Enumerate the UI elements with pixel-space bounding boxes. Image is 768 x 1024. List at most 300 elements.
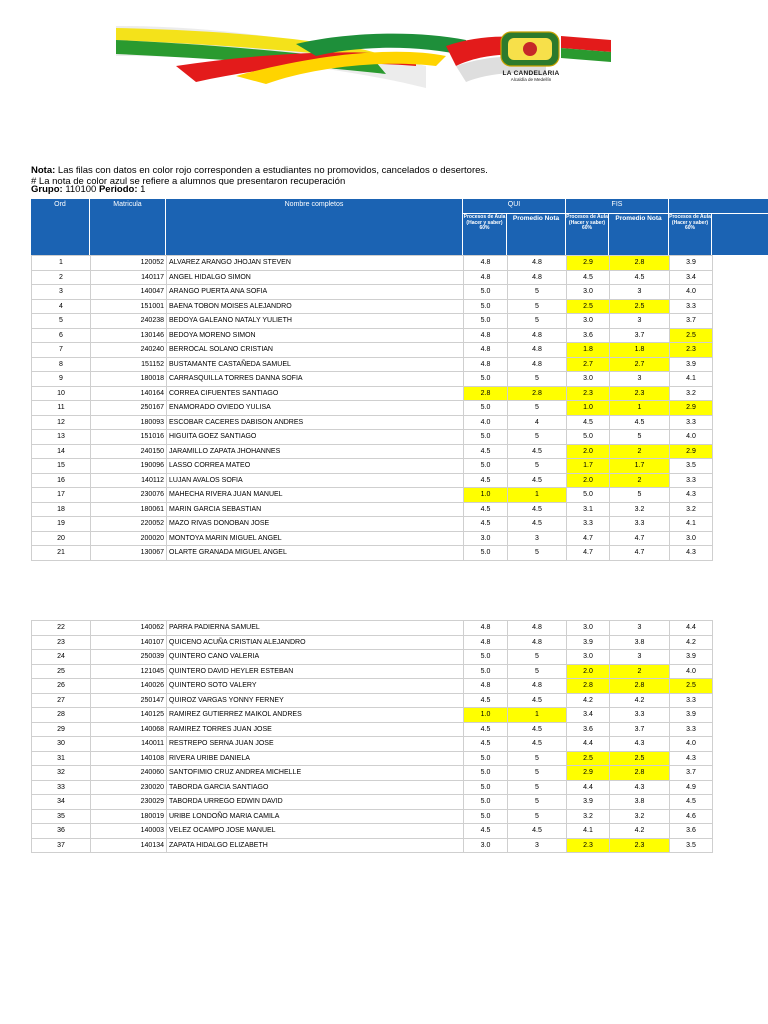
row-qui-promedio: 2.8 (508, 386, 567, 401)
row-fis-procesos: 2.0 (567, 664, 610, 679)
row-nombre: MARIN GARCIA SEBASTIAN (167, 502, 464, 517)
row-qui-promedio: 4.8 (508, 256, 567, 271)
row-fis-procesos: 4.4 (567, 780, 610, 795)
row-qui-procesos: 5.0 (464, 751, 508, 766)
grupo-label: Grupo: (31, 184, 63, 195)
row-nombre: VELEZ OCAMPO JOSE MANUEL (167, 824, 464, 839)
row-fis-procesos: 3.0 (567, 314, 610, 329)
row-fis-procesos: 5.0 (567, 430, 610, 445)
row-fis-procesos: 3.0 (567, 650, 610, 665)
table-row (32, 838, 713, 853)
row-fis-promedio: 3 (610, 314, 670, 329)
row-matricula: 140068 (91, 722, 167, 737)
table-row (32, 430, 713, 445)
row-qui-procesos: 4.5 (464, 737, 508, 752)
row-matricula: 240150 (91, 444, 167, 459)
row-fis-promedio: 3.7 (610, 722, 670, 737)
row-qui-promedio: 4.5 (508, 517, 567, 532)
row-nombre: LUJAN AVALOS SOFIA (167, 473, 464, 488)
row-ord: 23 (32, 635, 91, 650)
row-matricula: 230020 (91, 780, 167, 795)
row-nombre: RIVERA URIBE DANIELA (167, 751, 464, 766)
row-qui-promedio: 4 (508, 415, 567, 430)
row-nombre: OLARTE GRANADA MIGUEL ANGEL (167, 546, 464, 561)
row-qui-procesos: 3.0 (464, 531, 508, 546)
row-qui-promedio: 4.8 (508, 621, 567, 636)
col-qui-procesos: Procesos de Aula (Hacer y saber) 60% (463, 214, 507, 255)
row-qui-procesos: 4.8 (464, 328, 508, 343)
row-fis-procesos: 1.0 (567, 401, 610, 416)
table-row (32, 488, 713, 503)
row-ord: 16 (32, 473, 91, 488)
row-ord: 26 (32, 679, 91, 694)
table-row (32, 650, 713, 665)
row-nombre: MONTOYA MARIN MIGUEL ANGEL (167, 531, 464, 546)
row-fis-procesos: 3.4 (567, 708, 610, 723)
row-qui-procesos: 4.5 (464, 444, 508, 459)
row-next-procesos: 3.3 (670, 299, 713, 314)
row-qui-promedio: 4.8 (508, 635, 567, 650)
col-nombre: Nombre completos (166, 199, 463, 255)
row-fis-procesos: 4.4 (567, 737, 610, 752)
row-next-procesos: 4.0 (670, 664, 713, 679)
row-next-procesos: 4.0 (670, 285, 713, 300)
row-fis-procesos: 2.0 (567, 444, 610, 459)
row-qui-procesos: 4.8 (464, 679, 508, 694)
row-qui-promedio: 4.5 (508, 722, 567, 737)
table-row (32, 531, 713, 546)
row-next-procesos: 4.9 (670, 780, 713, 795)
row-ord: 19 (32, 517, 91, 532)
row-qui-promedio: 3 (508, 531, 567, 546)
row-next-procesos: 3.9 (670, 357, 713, 372)
table-row (32, 751, 713, 766)
row-ord: 33 (32, 780, 91, 795)
row-matricula: 140117 (91, 270, 167, 285)
row-ord: 25 (32, 664, 91, 679)
row-qui-promedio: 1 (508, 708, 567, 723)
row-next-procesos: 3.3 (670, 473, 713, 488)
row-ord: 2 (32, 270, 91, 285)
row-fis-procesos: 3.1 (567, 502, 610, 517)
row-qui-procesos: 4.5 (464, 502, 508, 517)
row-qui-promedio: 4.5 (508, 473, 567, 488)
row-fis-promedio: 3.8 (610, 635, 670, 650)
table-row (32, 256, 713, 271)
row-fis-procesos: 2.5 (567, 299, 610, 314)
row-fis-procesos: 4.5 (567, 415, 610, 430)
row-qui-procesos: 5.0 (464, 809, 508, 824)
row-next-procesos: 4.6 (670, 809, 713, 824)
row-next-procesos: 2.3 (670, 343, 713, 358)
row-fis-promedio: 4.2 (610, 693, 670, 708)
row-qui-promedio: 4.8 (508, 270, 567, 285)
row-fis-procesos: 4.7 (567, 531, 610, 546)
row-matricula: 140125 (91, 708, 167, 723)
table-header (31, 199, 768, 255)
table-row (32, 372, 713, 387)
row-matricula: 230076 (91, 488, 167, 503)
row-nombre: QUINTERO SOTO VALERY (167, 679, 464, 694)
row-next-procesos: 4.3 (670, 488, 713, 503)
row-matricula: 220052 (91, 517, 167, 532)
row-matricula: 151016 (91, 430, 167, 445)
row-next-procesos: 2.9 (670, 444, 713, 459)
row-qui-procesos: 4.5 (464, 824, 508, 839)
row-ord: 22 (32, 621, 91, 636)
row-nombre: TABORDA URREGO EDWIN DAVID (167, 795, 464, 810)
row-nombre: BERROCAL SOLANO CRISTIAN (167, 343, 464, 358)
row-nombre: SANTOFIMIO CRUZ ANDREA MICHELLE (167, 766, 464, 781)
row-matricula: 140108 (91, 751, 167, 766)
row-fis-promedio: 4.7 (610, 546, 670, 561)
table-row (32, 386, 713, 401)
table-row (32, 357, 713, 372)
row-fis-promedio: 3 (610, 285, 670, 300)
row-fis-procesos: 4.7 (567, 546, 610, 561)
row-qui-promedio: 5 (508, 401, 567, 416)
note-text: Las filas con datos en color rojo corresponden a estudiantes no promovidos, cancelados o desertores. (57, 166, 488, 176)
row-ord: 7 (32, 343, 91, 358)
row-fis-promedio: 2.8 (610, 256, 670, 271)
row-ord: 36 (32, 824, 91, 839)
row-qui-procesos: 4.0 (464, 415, 508, 430)
row-nombre: PARRA PADIERNA SAMUEL (167, 621, 464, 636)
table-row (32, 473, 713, 488)
row-fis-promedio: 4.2 (610, 824, 670, 839)
row-matricula: 120052 (91, 256, 167, 271)
row-nombre: RAMIREZ GUTIERREZ MAIKOL ANDRES (167, 708, 464, 723)
row-fis-procesos: 4.2 (567, 693, 610, 708)
row-matricula: 240240 (91, 343, 167, 358)
row-fis-promedio: 1.8 (610, 343, 670, 358)
row-next-procesos: 3.0 (670, 531, 713, 546)
row-ord: 17 (32, 488, 91, 503)
table-row (32, 722, 713, 737)
row-qui-promedio: 5 (508, 299, 567, 314)
row-fis-promedio: 2.5 (610, 299, 670, 314)
periodo-label: Periodo: (98, 184, 138, 195)
row-next-procesos: 2.5 (670, 679, 713, 694)
row-nombre: BUSTAMANTE CASTAÑEDA SAMUEL (167, 357, 464, 372)
row-next-procesos: 3.5 (670, 459, 713, 474)
row-fis-promedio: 3.3 (610, 517, 670, 532)
table-row (32, 444, 713, 459)
row-ord: 9 (32, 372, 91, 387)
row-fis-procesos: 3.3 (567, 517, 610, 532)
row-next-procesos: 3.2 (670, 386, 713, 401)
row-fis-procesos: 3.9 (567, 795, 610, 810)
row-qui-procesos: 4.8 (464, 256, 508, 271)
row-ord: 15 (32, 459, 91, 474)
row-qui-procesos: 5.0 (464, 401, 508, 416)
row-fis-promedio: 2 (610, 444, 670, 459)
org-name (488, 70, 574, 82)
row-ord: 11 (32, 401, 91, 416)
row-next-procesos: 4.5 (670, 795, 713, 810)
row-matricula: 140107 (91, 635, 167, 650)
row-fis-promedio: 4.3 (610, 780, 670, 795)
table-row (32, 270, 713, 285)
row-fis-promedio: 5 (610, 430, 670, 445)
row-nombre: MAZO RIVAS DONOBAN JOSE (167, 517, 464, 532)
row-qui-procesos: 5.0 (464, 459, 508, 474)
row-fis-procesos: 2.7 (567, 357, 610, 372)
row-nombre: QUICENO ACUÑA CRISTIAN ALEJANDRO (167, 635, 464, 650)
row-next-procesos: 4.2 (670, 635, 713, 650)
row-fis-procesos: 3.0 (567, 621, 610, 636)
note (31, 166, 711, 185)
row-fis-promedio: 2.3 (610, 838, 670, 853)
row-next-procesos: 4.1 (670, 372, 713, 387)
row-fis-promedio: 3.2 (610, 809, 670, 824)
row-nombre: LASSO CORREA MATEO (167, 459, 464, 474)
row-fis-procesos: 2.0 (567, 473, 610, 488)
row-ord: 8 (32, 357, 91, 372)
row-matricula: 180061 (91, 502, 167, 517)
row-nombre: ENAMORADO OVIEDO YULISA (167, 401, 464, 416)
row-fis-promedio: 1.7 (610, 459, 670, 474)
table-row (32, 517, 713, 532)
row-fis-procesos: 2.9 (567, 766, 610, 781)
row-fis-promedio: 2.3 (610, 386, 670, 401)
row-qui-promedio: 5 (508, 766, 567, 781)
table-row (32, 809, 713, 824)
row-matricula: 250147 (91, 693, 167, 708)
row-qui-promedio: 5 (508, 751, 567, 766)
row-fis-promedio: 2.7 (610, 357, 670, 372)
row-nombre: RAMIREZ TORRES JUAN JOSE (167, 722, 464, 737)
row-matricula: 140003 (91, 824, 167, 839)
row-fis-promedio: 4.3 (610, 737, 670, 752)
table-row (32, 343, 713, 358)
row-next-procesos: 3.7 (670, 766, 713, 781)
row-qui-procesos: 5.0 (464, 314, 508, 329)
table-row (32, 679, 713, 694)
row-fis-promedio: 4.5 (610, 415, 670, 430)
row-qui-promedio: 5 (508, 285, 567, 300)
row-fis-promedio: 5 (610, 488, 670, 503)
row-fis-promedio: 3 (610, 650, 670, 665)
row-nombre: JARAMILLO ZAPATA JHOHANNES (167, 444, 464, 459)
row-ord: 27 (32, 693, 91, 708)
row-nombre: MAHECHA RIVERA JUAN MANUEL (167, 488, 464, 503)
row-next-procesos: 2.9 (670, 401, 713, 416)
row-fis-promedio: 2 (610, 473, 670, 488)
row-matricula: 240238 (91, 314, 167, 329)
row-matricula: 180019 (91, 809, 167, 824)
row-next-procesos: 2.5 (670, 328, 713, 343)
col-matricula: Matricula (90, 199, 166, 255)
row-next-procesos: 3.3 (670, 722, 713, 737)
row-ord: 24 (32, 650, 91, 665)
row-qui-promedio: 4.8 (508, 343, 567, 358)
row-ord: 21 (32, 546, 91, 561)
row-qui-procesos: 4.8 (464, 635, 508, 650)
table-row (32, 328, 713, 343)
row-nombre: BAENA TOBON MOISES ALEJANDRO (167, 299, 464, 314)
row-next-procesos: 3.3 (670, 415, 713, 430)
row-qui-promedio: 5 (508, 430, 567, 445)
table-row (32, 824, 713, 839)
row-next-procesos: 4.3 (670, 751, 713, 766)
row-qui-procesos: 4.5 (464, 722, 508, 737)
row-matricula: 151001 (91, 299, 167, 314)
row-ord: 35 (32, 809, 91, 824)
row-fis-promedio: 3.2 (610, 502, 670, 517)
row-fis-procesos: 3.9 (567, 635, 610, 650)
row-next-procesos: 3.9 (670, 708, 713, 723)
grupo-value: 110100 (65, 184, 97, 195)
row-matricula: 130067 (91, 546, 167, 561)
row-fis-promedio: 3 (610, 372, 670, 387)
row-qui-promedio: 4.5 (508, 824, 567, 839)
row-qui-promedio: 5 (508, 780, 567, 795)
row-fis-procesos: 3.0 (567, 285, 610, 300)
row-nombre: QUINTERO DAVID HEYLER ESTEBAN (167, 664, 464, 679)
row-next-procesos: 4.0 (670, 737, 713, 752)
col-fis: FIS (566, 199, 669, 214)
row-qui-procesos: 5.0 (464, 299, 508, 314)
org-subtitle: Alcaldía de Medellín (510, 77, 552, 82)
row-matricula: 151152 (91, 357, 167, 372)
row-ord: 13 (32, 430, 91, 445)
row-qui-procesos: 5.0 (464, 430, 508, 445)
row-qui-procesos: 1.0 (464, 488, 508, 503)
table-row (32, 780, 713, 795)
row-nombre: ALVAREZ ARANGO JHOJAN STEVEN (167, 256, 464, 271)
row-matricula: 140047 (91, 285, 167, 300)
row-fis-procesos: 3.0 (567, 372, 610, 387)
row-fis-procesos: 5.0 (567, 488, 610, 503)
row-matricula: 200020 (91, 531, 167, 546)
row-fis-promedio: 3.7 (610, 328, 670, 343)
crest-icon (501, 32, 559, 66)
row-qui-procesos: 5.0 (464, 780, 508, 795)
col-next-procesos: Procesos de Aula (Hacer y saber) 60% (669, 214, 712, 255)
row-nombre: QUIROZ VARGAS YONNY FERNEY (167, 693, 464, 708)
row-qui-promedio: 3 (508, 838, 567, 853)
row-fis-promedio: 2.8 (610, 766, 670, 781)
row-ord: 29 (32, 722, 91, 737)
row-nombre: CARRASQUILLA TORRES DANNA SOFIA (167, 372, 464, 387)
row-qui-procesos: 1.0 (464, 708, 508, 723)
row-fis-procesos: 2.3 (567, 838, 610, 853)
row-next-procesos: 3.5 (670, 838, 713, 853)
row-nombre: TABORDA GARCIA SANTIAGO (167, 780, 464, 795)
row-qui-procesos: 4.8 (464, 621, 508, 636)
table-row (32, 635, 713, 650)
table-row (32, 621, 713, 636)
row-fis-promedio: 2.5 (610, 751, 670, 766)
row-ord: 31 (32, 751, 91, 766)
row-next-procesos: 3.9 (670, 256, 713, 271)
row-next-procesos: 4.4 (670, 621, 713, 636)
row-fis-promedio: 4.7 (610, 531, 670, 546)
row-qui-procesos: 5.0 (464, 285, 508, 300)
row-qui-promedio: 4.5 (508, 444, 567, 459)
row-qui-procesos: 4.8 (464, 270, 508, 285)
row-ord: 12 (32, 415, 91, 430)
table-row (32, 502, 713, 517)
row-fis-procesos: 3.6 (567, 722, 610, 737)
row-qui-procesos: 5.0 (464, 650, 508, 665)
row-qui-promedio: 5 (508, 795, 567, 810)
row-qui-promedio: 5 (508, 459, 567, 474)
row-ord: 14 (32, 444, 91, 459)
row-ord: 20 (32, 531, 91, 546)
row-fis-promedio: 3.3 (610, 708, 670, 723)
row-qui-promedio: 4.8 (508, 328, 567, 343)
row-fis-procesos: 3.6 (567, 328, 610, 343)
table-row (32, 299, 713, 314)
row-matricula: 121045 (91, 664, 167, 679)
row-ord: 37 (32, 838, 91, 853)
row-matricula: 140134 (91, 838, 167, 853)
row-matricula: 140164 (91, 386, 167, 401)
row-nombre: ESCOBAR CACERES DABISON ANDRES (167, 415, 464, 430)
row-fis-procesos: 3.2 (567, 809, 610, 824)
table-row (32, 285, 713, 300)
row-qui-procesos: 4.5 (464, 473, 508, 488)
row-qui-promedio: 1 (508, 488, 567, 503)
row-fis-procesos: 1.7 (567, 459, 610, 474)
row-ord: 18 (32, 502, 91, 517)
row-qui-procesos: 4.5 (464, 517, 508, 532)
col-qui-promedio: Promedio Nota (507, 214, 566, 255)
row-qui-promedio: 5 (508, 546, 567, 561)
table-row (32, 737, 713, 752)
note-line2: # La nota de color azul se refiere a alumnos que presentaron recuperación (31, 175, 346, 185)
row-qui-promedio: 4.8 (508, 357, 567, 372)
org-title: LA CANDELARIA (502, 70, 560, 77)
row-matricula: 140112 (91, 473, 167, 488)
row-nombre: ZAPATA HIDALGO ELIZABETH (167, 838, 464, 853)
row-nombre: ARANGO PUERTA ANA SOFIA (167, 285, 464, 300)
row-qui-promedio: 4.5 (508, 502, 567, 517)
row-nombre: HIGUITA GOEZ SANTIAGO (167, 430, 464, 445)
table-row (32, 546, 713, 561)
row-ord: 32 (32, 766, 91, 781)
row-nombre: BEDOYA MORENO SIMON (167, 328, 464, 343)
row-fis-procesos: 4.1 (567, 824, 610, 839)
row-matricula: 250039 (91, 650, 167, 665)
row-matricula: 190096 (91, 459, 167, 474)
row-ord: 28 (32, 708, 91, 723)
table-row (32, 459, 713, 474)
row-fis-promedio: 3 (610, 621, 670, 636)
row-qui-promedio: 5 (508, 314, 567, 329)
row-fis-procesos: 1.8 (567, 343, 610, 358)
row-qui-procesos: 2.8 (464, 386, 508, 401)
row-nombre: RESTREPO SERNA JUAN JOSE (167, 737, 464, 752)
row-fis-promedio: 3.8 (610, 795, 670, 810)
table-row (32, 415, 713, 430)
row-nombre: ANGEL HIDALGO SIMON (167, 270, 464, 285)
row-next-procesos: 3.3 (670, 693, 713, 708)
row-fis-promedio: 2.8 (610, 679, 670, 694)
row-qui-promedio: 5 (508, 809, 567, 824)
col-ord: Ord (31, 199, 90, 255)
row-matricula: 140026 (91, 679, 167, 694)
row-ord: 3 (32, 285, 91, 300)
col-next (669, 199, 768, 214)
row-qui-promedio: 5 (508, 664, 567, 679)
row-ord: 1 (32, 256, 91, 271)
row-nombre: URIBE LONDOÑO MARIA CAMILA (167, 809, 464, 824)
table-row (32, 314, 713, 329)
row-ord: 6 (32, 328, 91, 343)
